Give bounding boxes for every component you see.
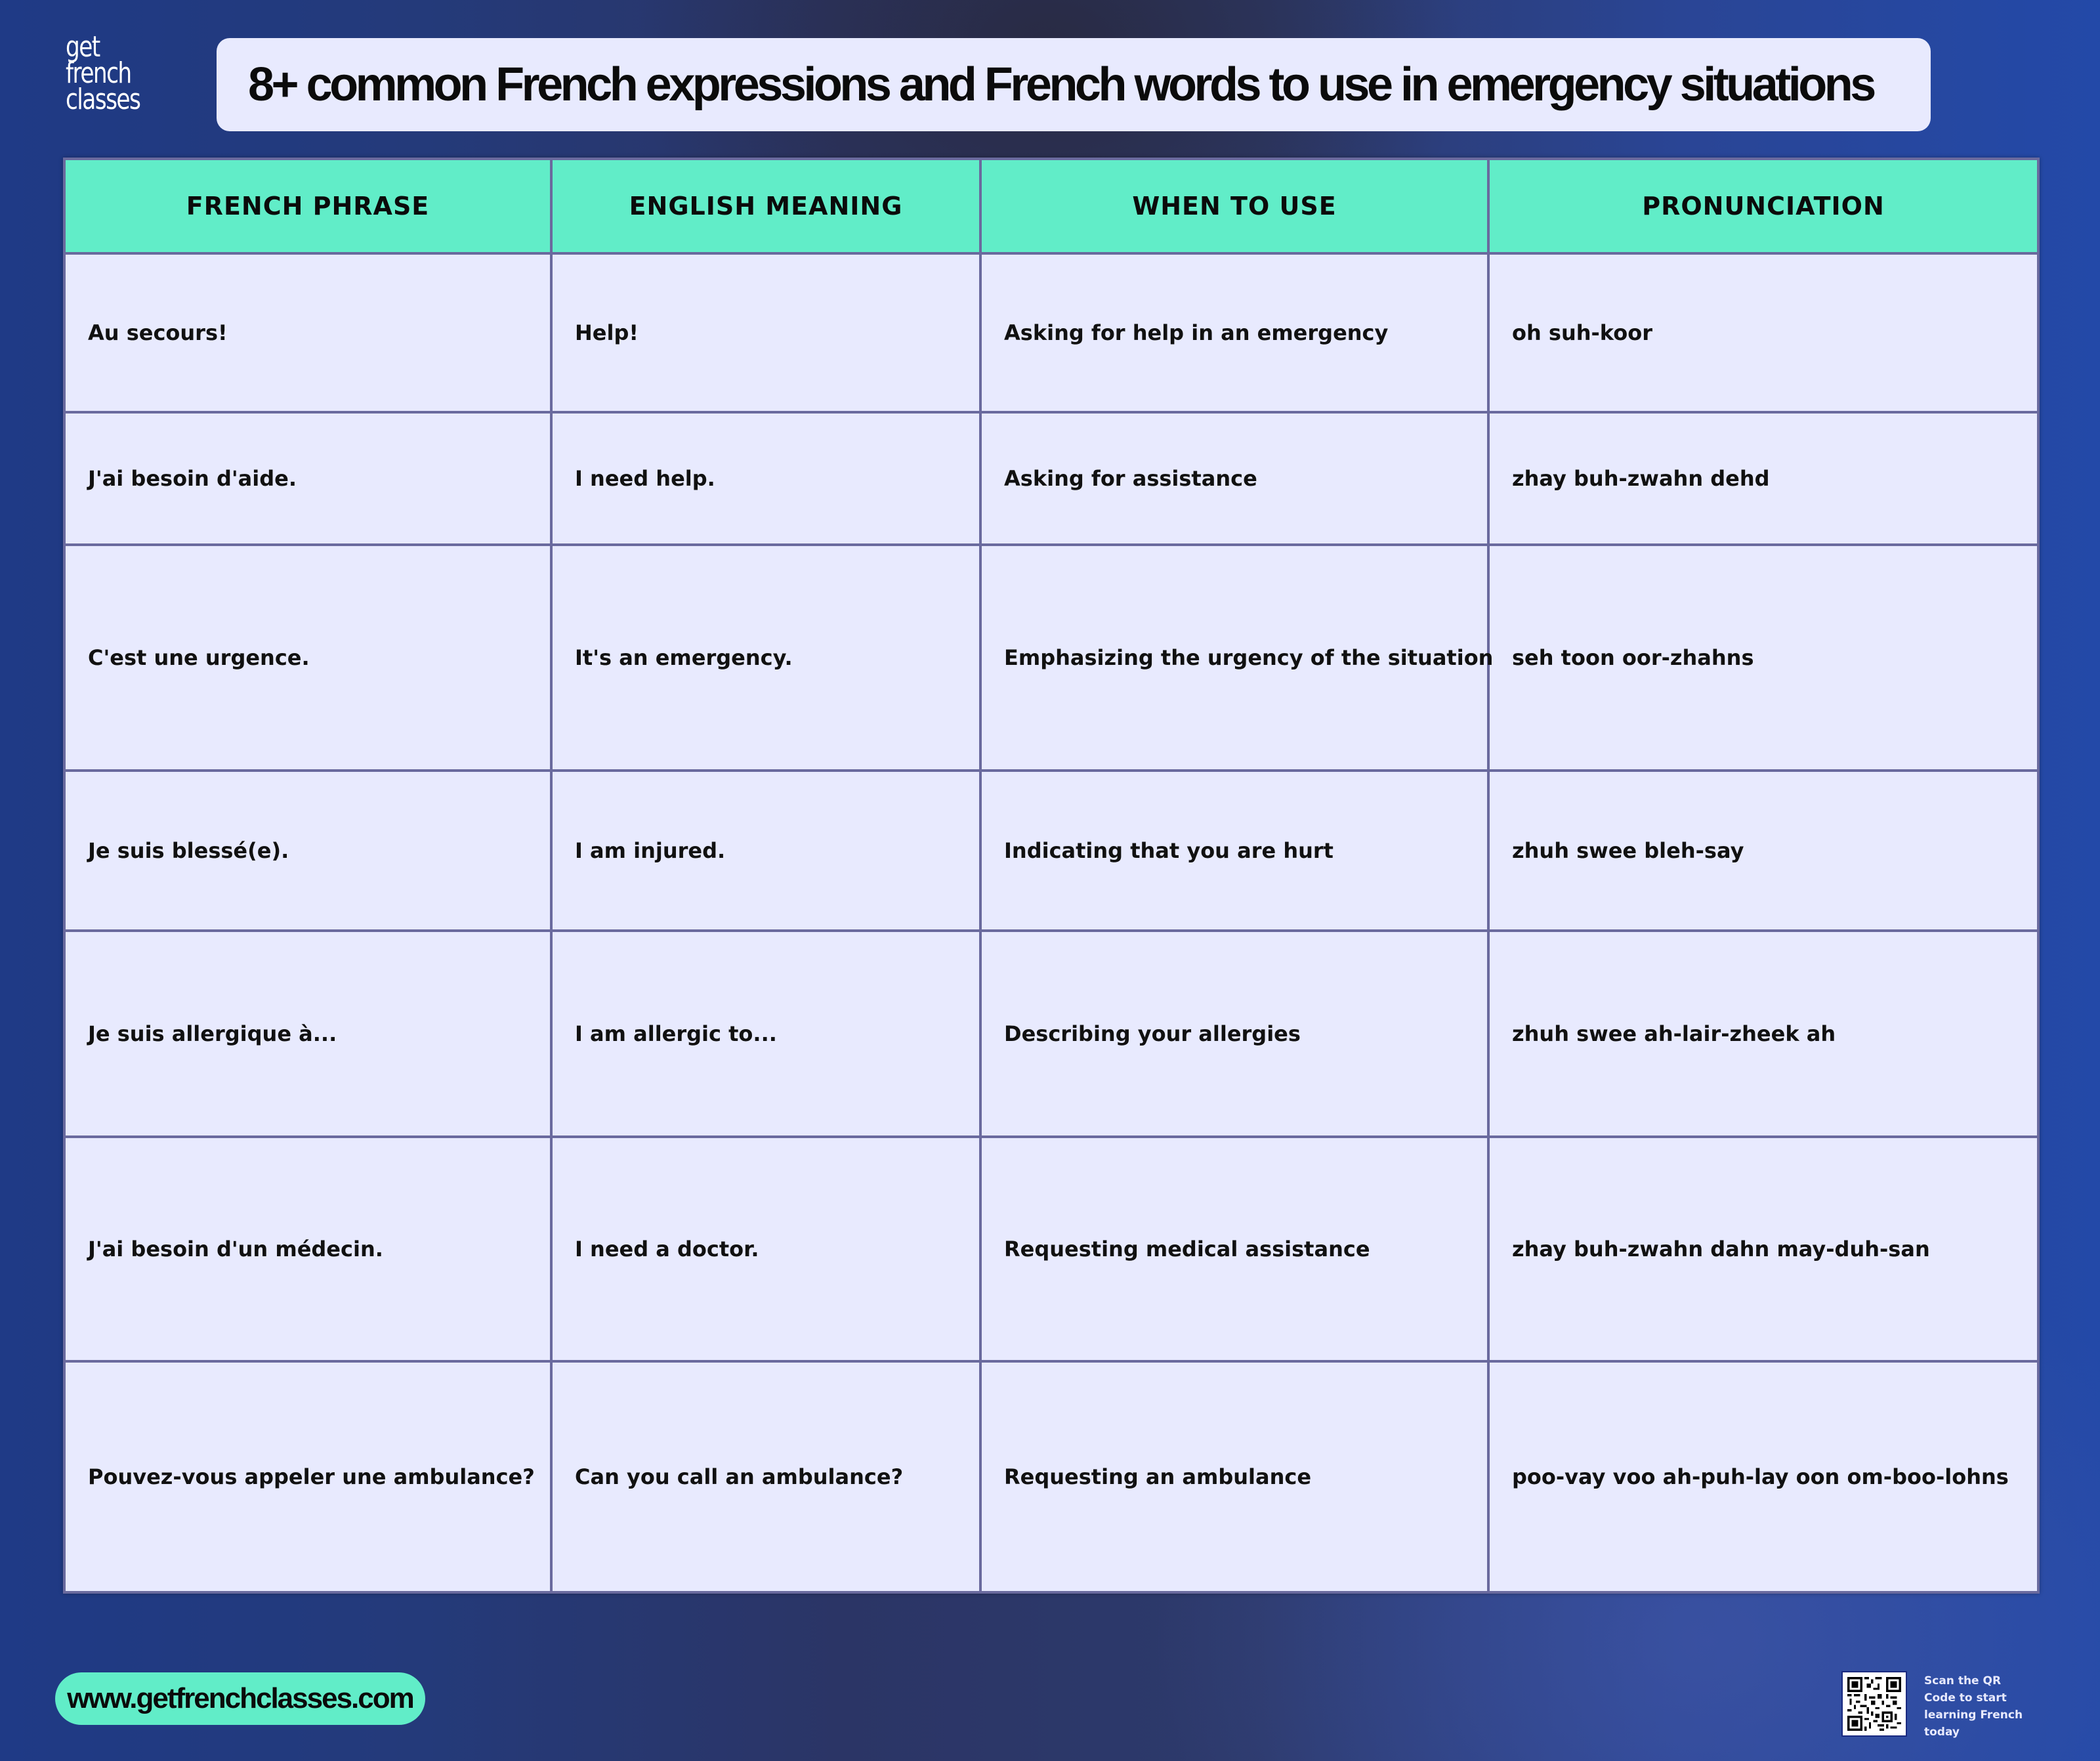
header-pronunciation: PRONUNCIATION (1488, 159, 2038, 253)
cell-when-to-use: Describing your allergies (980, 931, 1488, 1137)
page-title: 8+ common French expressions and French words to use in emergency situations (248, 58, 1874, 111)
cell-english-meaning: I am allergic to... (551, 931, 980, 1137)
cell-french-phrase: Je suis allergique à... (64, 931, 551, 1137)
qr-code-graphic (1847, 1677, 1901, 1731)
brand-logo (66, 30, 140, 116)
website-link[interactable]: www.getfrenchclasses.com (55, 1672, 425, 1725)
cell-french-phrase: Je suis blessé(e). (64, 771, 551, 931)
qr-caption (1924, 1672, 2042, 1741)
cell-english-meaning: I am injured. (551, 771, 980, 931)
cell-english-meaning: It's an emergency. (551, 545, 980, 771)
cell-french-phrase: Pouvez-vous appeler une ambulance? (64, 1361, 551, 1592)
cell-english-meaning: I need a doctor. (551, 1137, 980, 1361)
qr-caption-line: Scan the QR (1924, 1674, 2002, 1687)
logo-line-french: french (66, 56, 131, 90)
cell-english-meaning: Help! (551, 253, 980, 412)
cell-when-to-use: Indicating that you are hurt (980, 771, 1488, 931)
logo-line-classes: classes (66, 83, 140, 116)
table-header-row (64, 159, 2038, 253)
table-row (64, 1137, 2038, 1361)
cell-french-phrase: J'ai besoin d'un médecin. (64, 1137, 551, 1361)
cell-pronunciation: zhuh swee bleh-say (1488, 771, 2038, 931)
cell-pronunciation: zhuh swee ah-lair-zheek ah (1488, 931, 2038, 1137)
table-row (64, 253, 2038, 412)
cell-when-to-use: Asking for help in an emergency (980, 253, 1488, 412)
header-french-phrase: FRENCH PHRASE (64, 159, 551, 253)
cell-when-to-use: Requesting medical assistance (980, 1137, 1488, 1361)
logo-line-get: get (66, 30, 100, 64)
cell-when-to-use: Requesting an ambulance (980, 1361, 1488, 1592)
cell-pronunciation: poo-vay voo ah-puh-lay oon om-boo-lohns (1488, 1361, 2038, 1592)
cell-pronunciation: zhay buh-zwahn dehd (1488, 412, 2038, 545)
cell-when-to-use: Asking for assistance (980, 412, 1488, 545)
qr-code-icon[interactable] (1841, 1671, 1907, 1737)
cell-pronunciation: seh toon oor-zhahns (1488, 545, 2038, 771)
title-banner (217, 38, 1931, 131)
table-row (64, 412, 2038, 545)
qr-caption-line: today (1924, 1726, 1960, 1739)
cell-pronunciation: zhay buh-zwahn dahn may-duh-san (1488, 1137, 2038, 1361)
cell-french-phrase: C'est une urgence. (64, 545, 551, 771)
cell-pronunciation: oh suh-koor (1488, 253, 2038, 412)
table-row (64, 931, 2038, 1137)
cell-french-phrase: J'ai besoin d'aide. (64, 412, 551, 545)
cell-english-meaning: Can you call an ambulance? (551, 1361, 980, 1592)
table-row (64, 771, 2038, 931)
cell-when-to-use: Emphasizing the urgency of the situation (980, 545, 1488, 771)
cell-english-meaning: I need help. (551, 412, 980, 545)
qr-caption-line: learning French (1924, 1708, 2023, 1722)
cell-french-phrase: Au secours! (64, 253, 551, 412)
qr-caption-line: Code to start (1924, 1691, 2007, 1705)
header-english-meaning: ENGLISH MEANING (551, 159, 980, 253)
table-row (64, 545, 2038, 771)
phrases-table (63, 158, 2040, 1594)
table-row (64, 1361, 2038, 1592)
header-when-to-use: WHEN TO USE (980, 159, 1488, 253)
